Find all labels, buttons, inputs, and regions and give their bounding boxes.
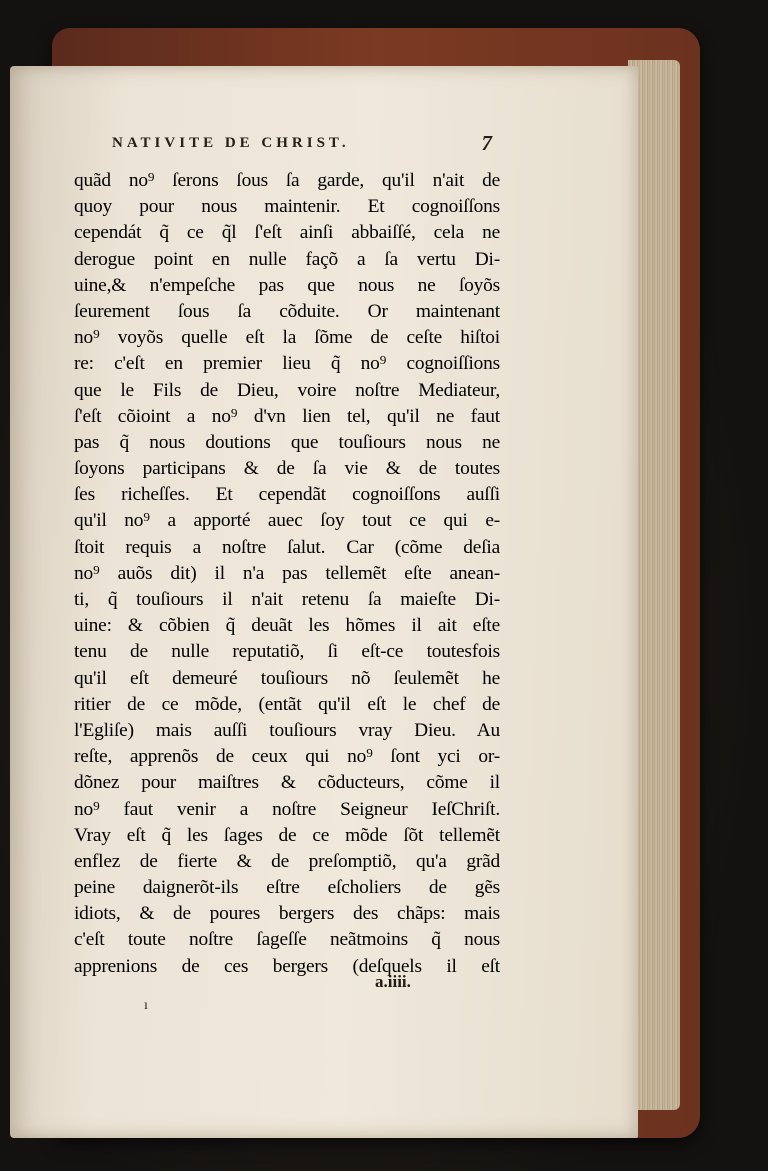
text-line: c'eſt toute noſtre ſageſſe neãtmoins q̃ nous bbox=[74, 929, 500, 951]
text-line: qu'il no⁹ a apporté auec ſoy tout ce qui e- bbox=[74, 510, 500, 532]
text-line: dõnez pour maiſtres & cõducteurs, cõme il bbox=[74, 772, 500, 794]
text-line: no⁹ faut venir a noſtre Seigneur IeſChriſt. bbox=[74, 798, 500, 820]
text-line: no⁹ voyõs quelle eſt la ſõme de ceſte hiſtoi bbox=[74, 327, 500, 349]
text-line: no⁹ auõs dit) il n'a pas tellemẽt eſte anean- bbox=[74, 562, 500, 584]
text-line: quãd no⁹ ſerons ſous ſa garde, qu'il n'ait de bbox=[74, 170, 500, 191]
text-line: ſtoit requis a noſtre ſalut. Car (cõme deſia bbox=[74, 536, 500, 558]
text-line: Vray eſt q̃ les ſages de ce mõde ſõt tellemẽt bbox=[74, 824, 500, 846]
running-head bbox=[112, 131, 492, 161]
text-line: enflez de fierte & de preſomptiõ, qu'a grãd bbox=[74, 850, 500, 872]
text-line: ritier de ce mõde, (entãt qu'il eſt le chef de bbox=[74, 693, 500, 715]
text-line: peine daignerõt-ils eſtre eſcholiers de gẽs bbox=[74, 877, 500, 899]
text-line: ſes richeſſes. Et cependãt cognoiſſons auſſi bbox=[74, 484, 500, 506]
text-line: derogue point en nulle façõ a ſa vertu Di- bbox=[74, 248, 500, 270]
body-text bbox=[74, 168, 500, 980]
text-line: que le Fils de Dieu, voire noſtre Mediateur, bbox=[74, 379, 500, 401]
text-line: apprenions de ces bergers (deſquels il eſt bbox=[74, 955, 500, 977]
text-line: ſeurement ſous ſa cõduite. Or maintenant bbox=[74, 300, 500, 322]
ink-mark: ı bbox=[144, 998, 148, 1013]
text-line: re: c'eſt en premier lieu q̃ no⁹ cognoiſſions bbox=[74, 353, 500, 375]
text-line: ſoyons participans & de ſa vie & de toutes bbox=[74, 458, 500, 480]
text-line: uine: & cõbien q̃ deuãt les hõmes il ait eſte bbox=[74, 615, 500, 637]
running-title: NATIVITE DE CHRIST. bbox=[112, 135, 350, 151]
page-number: 7 bbox=[481, 131, 492, 155]
text-line: qu'il eſt demeuré touſiours nõ ſeulemẽt he bbox=[74, 667, 500, 689]
text-line: tenu de nulle reputatiõ, ſi eſt-ce toutesfois bbox=[74, 641, 500, 663]
text-line: reſte, apprenõs de ceux qui no⁹ ſont yci or- bbox=[74, 746, 500, 768]
text-line: ti, q̃ touſiours il n'ait retenu ſa maieſte Di- bbox=[74, 589, 500, 610]
text-line: uine,& n'empeſche pas que nous ne ſoyõs bbox=[74, 274, 500, 296]
text-line: cependát q̃ ce q̃l ſ'eſt ainſi abbaiſſé, cela ne bbox=[74, 222, 500, 244]
text-line: pas q̃ nous doutions que touſiours nous ne bbox=[74, 431, 500, 453]
text-line: idiots, & de poures bergers des chãps: mais bbox=[74, 903, 500, 925]
signature-mark: a.iiii. bbox=[375, 972, 411, 991]
text-line: l'Egliſe) mais auſſi touſiours vray Dieu. Au bbox=[74, 719, 500, 741]
text-line: quoy pour nous maintenir. Et cognoiſſons bbox=[74, 196, 500, 218]
text-line: ſ'eſt cõioint a no⁹ d'vn lien tel, qu'il ne faut bbox=[74, 405, 500, 427]
